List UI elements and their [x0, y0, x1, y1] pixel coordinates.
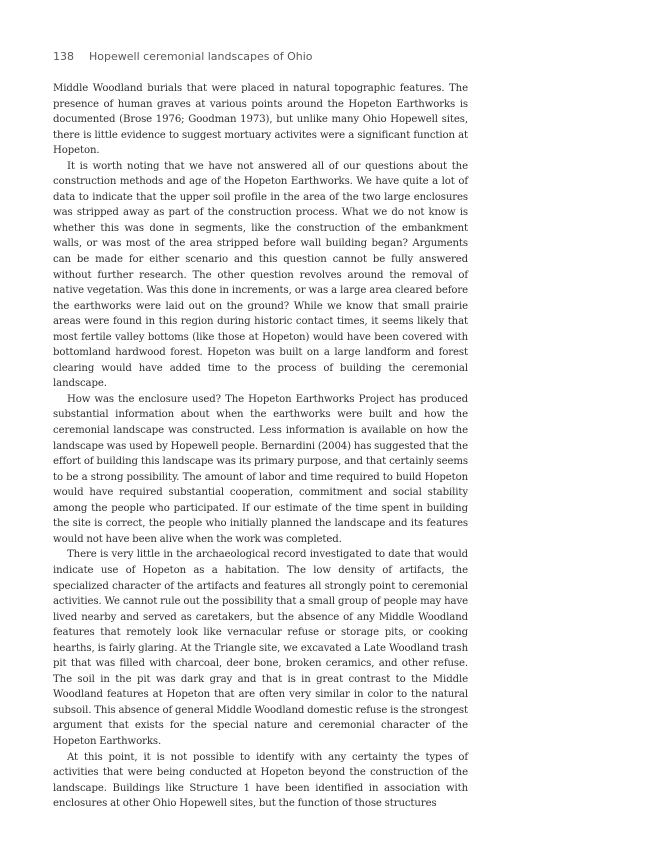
paragraph: How was the enclosure used? The Hopeton Earthworks Project has produced substantial information about when the earthworks were built and how the ceremonial landscape was constructed. Less information is available on how the landscape was used by Hopewell people. Bernardini (2004) has suggested that the effort of building this landscape was its primary purpose, and that certainly seems to be a strong possibility. The amount of labor and time required to build Hopeton would have required substantial cooperation, commitment and social stability among the people who participated. If our estimate of the time spent in building the site is correct, the people who initially planned the landscape and its features would not have been alive when the work was completed.	[53, 393, 468, 545]
paragraph: It is worth noting that we have not answered all of our questions about the construction methods and age of the Hopeton Earthworks. We have quite a lot of data to indicate that the upper soil profile in the area of the two large enclosures was stripped away as part of the construction process. What we do not know is whether this was done in segments, like the construction of the embankment walls, or was most of the area stripped before wall building began? Arguments can be made for either scenario and this question cannot be fully answered without further research. The other question revolves around the removal of native vegetation. Was this done in increments, or was a large area cleared before the earthworks were laid out on the ground? While we know that small prairie areas were found in this region during historic contact times, it seems likely that most fertile valley bottoms (like those at Hopeton) would have been covered with bottomland hardwood forest. Hopeton was built on a large landform and forest clearing would have added time to the process of building the ceremonial landscape.	[53, 160, 468, 390]
running-head	[53, 50, 313, 64]
paragraph: At this point, it is not possible to identify with any certainty the types of activities that were being conducted at Hopeton beyond the construction of the landscape. Buildings like Structure 1 have been identified in association with enclosures at other Ohio Hopewell sites, but the function of those structures	[53, 751, 468, 810]
running-title: Hopewell ceremonial landscapes of Ohio	[89, 50, 313, 63]
paragraph: Middle Woodland burials that were placed in natural topographic features. The presence of human graves at various points around the Hopeton Earthworks is documented (Brose 1976; Goodman 1973), but unlike many Ohio Hopewell sites, there is little evidence to suggest mortuary activites were a significant function at Hopeton.	[53, 83, 468, 157]
page-number: 138	[53, 50, 74, 63]
paragraph: There is very little in the archaeological record investigated to date that would indicate use of Hopeton as a habitation. The low density of artifacts, the specialized character of the artifacts and features all strongly point to ceremonial activities. We cannot rule out the possibility that a small group of people may have lived nearby and served as caretakers, but the absence of any Middle Woodland features that remotely look like vernacular refuse or storage pits, or cooking hearths, is fairly glaring. At the Triangle site, we excavated a Late Woodland trash pit that was filled with charcoal, deer bone, broken ceramics, and other refuse. The soil in the pit was dark gray and that is in great contrast to the Middle Woodland features at Hopeton that are often very similar in color to the natural subsoil. This absence of general Middle Woodland domestic refuse is the strongest argument that exists for the special nature and ceremonial character of the Hopeton Earthworks.	[53, 549, 468, 747]
body-text	[53, 81, 468, 812]
